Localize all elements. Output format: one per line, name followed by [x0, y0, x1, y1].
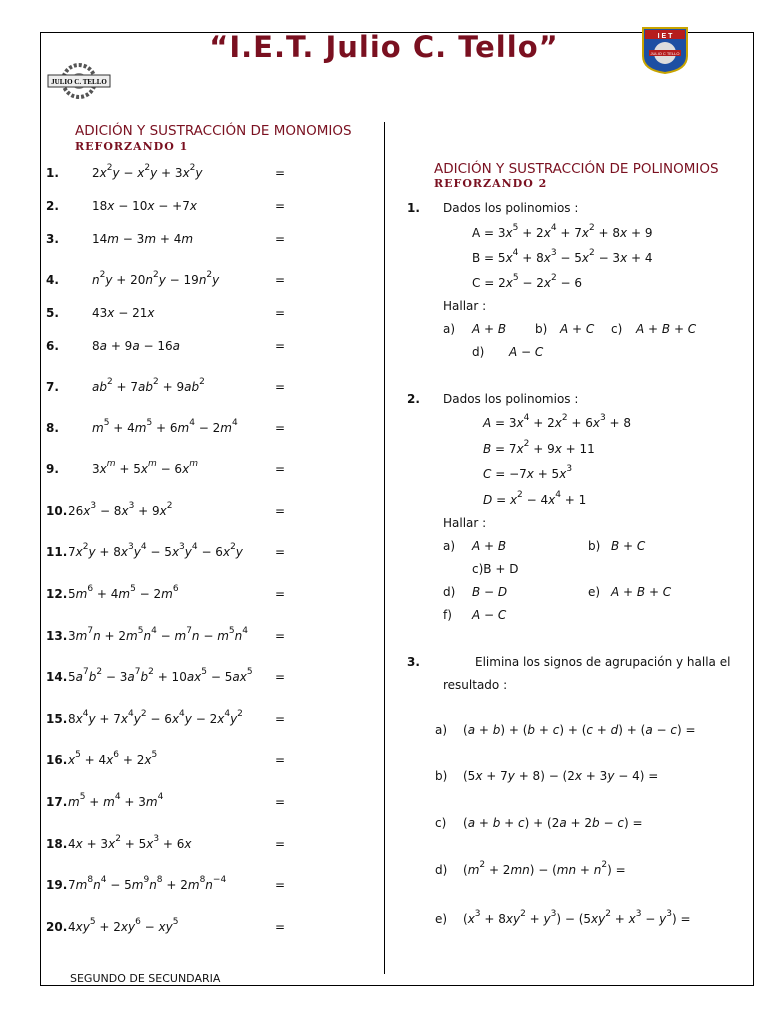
- option-label: e): [588, 585, 601, 599]
- option-label: d): [472, 345, 485, 359]
- exercise-expression: $7x^2y + 8x^3y^4 - 5x^3y^4 - 6x^2y$: [68, 542, 243, 559]
- logo-left-label: JULIO C. TELLO: [51, 78, 107, 86]
- answer-equals: =: [275, 795, 286, 809]
- exercise-number: 13.: [46, 629, 68, 643]
- answer-equals: =: [275, 273, 286, 287]
- problem-number: 2.: [407, 392, 420, 406]
- answer-equals: =: [275, 380, 286, 394]
- option-expression: (a + b + c) + (2a + 2b − c) =: [463, 816, 643, 830]
- exercise-expression: 14m − 3m + 4m: [92, 232, 194, 246]
- option-expression: A − C: [472, 608, 507, 622]
- answer-equals: =: [275, 462, 286, 476]
- option-label: c): [435, 816, 447, 830]
- exercise-expression: $ab^2 + 7ab^2 + 9ab^2$: [92, 377, 205, 394]
- answer-equals: =: [275, 199, 286, 213]
- logo-right-label: I E T: [657, 33, 673, 40]
- option-label: a): [443, 322, 456, 336]
- option-expression: A + C: [560, 322, 595, 336]
- exercise-number: 11.: [46, 545, 68, 559]
- hallar-label: Hallar :: [443, 516, 487, 530]
- option-label: f): [443, 608, 452, 622]
- problem-number: 1.: [407, 201, 420, 215]
- exercise-expression: $5a^7b^2 - 3a^7b^2 + 10ax^5 - 5ax^5$: [68, 667, 253, 684]
- exercise-expression: $3x^m + 5x^m - 6x^m$: [92, 459, 198, 476]
- hallar-label: Hallar :: [443, 299, 487, 313]
- option-expression: $(m^2 + 2mn) - (mn + n^2)$ =: [463, 860, 626, 877]
- option-expression: A + B + C: [636, 322, 697, 336]
- exercise-number: 8.: [46, 421, 59, 435]
- section-heading-monomios: ADICIÓN Y SUSTRACCIÓN DE MONOMIOS: [75, 123, 352, 139]
- option-expression: (a + b) + (b + c) + (c + d) + (a − c) =: [463, 723, 696, 737]
- polynomial-c: $C = -7x + 5x^3$: [483, 464, 573, 481]
- option-label: b): [588, 539, 601, 553]
- answer-equals: =: [275, 753, 286, 767]
- problem-intro-line1: Elimina los signos de agrupación y halla el: [475, 655, 731, 669]
- option-label: d): [443, 585, 456, 599]
- option-expression: A − C: [509, 345, 544, 359]
- exercise-number: 5.: [46, 306, 59, 320]
- exercise-expression: $26x^3 - 8x^3 + 9x^2$: [68, 501, 173, 518]
- school-shield-logo: [641, 26, 689, 74]
- answer-equals: =: [275, 587, 286, 601]
- exercise-expression: $2x^2y - x^2y + 3x^2y$: [92, 163, 203, 180]
- exercise-expression: $3m^7n + 2m^5n^4 - m^7n - m^5n^4$: [68, 626, 248, 643]
- option-label: e): [435, 912, 448, 926]
- option-expression: (5x + 7y + 8) − (2x + 3y − 4) =: [463, 769, 659, 783]
- option-expression: A + B: [472, 539, 507, 553]
- polynomial-c: $C = 2x^5 - 2x^2 - 6$: [472, 273, 583, 290]
- answer-equals: =: [275, 712, 286, 726]
- exercise-expression: 43x − 21x: [92, 306, 155, 320]
- exercise-expression: $8x^4y + 7x^4y^2 - 6x^4y - 2x^4y^2$: [68, 709, 243, 726]
- exercise-expression: $n^2y + 20n^2y - 19n^2y$: [92, 270, 220, 287]
- problem-number: 3.: [407, 655, 420, 669]
- option-label: b): [435, 769, 448, 783]
- exercise-expression: 18x − 10x − +7x: [92, 199, 197, 213]
- exercise-expression: $4xy^5 + 2xy^6 - xy^5$: [68, 917, 179, 934]
- problem-intro: Dados los polinomios :: [443, 201, 579, 215]
- option-label: d): [435, 863, 448, 877]
- exercise-number: 18.: [46, 837, 68, 851]
- logo-right-sublabel: JULIO C TELLO: [650, 51, 680, 56]
- exercise-expression: $m^5 + 4m^5 + 6m^4 - 2m^4$: [92, 418, 238, 435]
- answer-equals: =: [275, 837, 286, 851]
- exercise-number: 2.: [46, 199, 59, 213]
- problem-intro: Dados los polinomios :: [443, 392, 579, 406]
- exercise-number: 17.: [46, 795, 68, 809]
- option-expression: A + B + C: [611, 585, 672, 599]
- exercise-number: 4.: [46, 273, 59, 287]
- exercise-number: 9.: [46, 462, 59, 476]
- exercise-expression: $m^5 + m^4 + 3m^4$: [68, 792, 164, 809]
- answer-equals: =: [275, 232, 286, 246]
- exercise-expression: $4x + 3x^2 + 5x^3 + 6x$: [68, 834, 192, 851]
- option-label-with-expression: c)B + D: [472, 562, 519, 576]
- exercise-expression: $7m^8n^4 - 5m^9n^8 + 2m^8n^{-4}$: [68, 875, 227, 892]
- exercise-number: 12.: [46, 587, 68, 601]
- answer-equals: =: [275, 545, 286, 559]
- polynomial-b: $B = 5x^4 + 8x^3 - 5x^2 - 3x + 4$: [472, 248, 653, 265]
- answer-equals: =: [275, 670, 286, 684]
- answer-equals: =: [275, 339, 286, 353]
- polynomial-a: $A = 3x^5 + 2x^4 + 7x^2 + 8x + 9$: [472, 223, 653, 240]
- exercise-number: 7.: [46, 380, 59, 394]
- section-heading-polinomios: ADICIÓN Y SUSTRACCIÓN DE POLINOMIOS: [434, 161, 719, 177]
- answer-equals: =: [275, 166, 286, 180]
- section-subheading-reforzando-2: REFORZANDO 2: [434, 177, 548, 190]
- option-expression: $(x^3 + 8xy^2 + y^3) - (5xy^2 + x^3 - y^3)$ =: [463, 909, 691, 926]
- exercise-number: 6.: [46, 339, 59, 353]
- option-label: b): [535, 322, 548, 336]
- section-subheading-reforzando-1: REFORZANDO 1: [75, 140, 189, 153]
- answer-equals: =: [275, 421, 286, 435]
- footer-grade-label: SEGUNDO DE SECUNDARIA: [70, 972, 221, 985]
- exercise-number: 16.: [46, 753, 68, 767]
- exercise-number: 20.: [46, 920, 68, 934]
- school-logo-left: [46, 60, 112, 102]
- answer-equals: =: [275, 504, 286, 518]
- page-title: “I.E.T. Julio C. Tello”: [209, 30, 559, 64]
- polynomial-a: $A = 3x^4 + 2x^2 + 6x^3 + 8$: [483, 413, 632, 430]
- exercise-expression: $5m^6 + 4m^5 - 2m^6$: [68, 584, 179, 601]
- exercise-number: 1.: [46, 166, 59, 180]
- answer-equals: =: [275, 878, 286, 892]
- option-expression: B + C: [611, 539, 646, 553]
- exercise-number: 10.: [46, 504, 68, 518]
- exercise-expression: 8a + 9a − 16a: [92, 339, 180, 353]
- answer-equals: =: [275, 920, 286, 934]
- exercise-expression: $x^5 + 4x^6 + 2x^5$: [68, 750, 158, 767]
- option-expression: A + B: [472, 322, 507, 336]
- answer-equals: =: [275, 306, 286, 320]
- exercise-number: 19.: [46, 878, 68, 892]
- option-label: a): [435, 723, 448, 737]
- problem-intro-line2: resultado :: [443, 678, 508, 692]
- exercise-number: 15.: [46, 712, 68, 726]
- polynomial-d: $D = x^2 - 4x^4 + 1$: [483, 490, 587, 507]
- column-divider: [384, 122, 385, 974]
- exercise-number: 14.: [46, 670, 68, 684]
- answer-equals: =: [275, 629, 286, 643]
- exercise-number: 3.: [46, 232, 59, 246]
- polynomial-b: $B = 7x^2 + 9x + 11$: [483, 439, 595, 456]
- option-label: a): [443, 539, 456, 553]
- option-label: c): [611, 322, 623, 336]
- option-expression: B − D: [472, 585, 508, 599]
